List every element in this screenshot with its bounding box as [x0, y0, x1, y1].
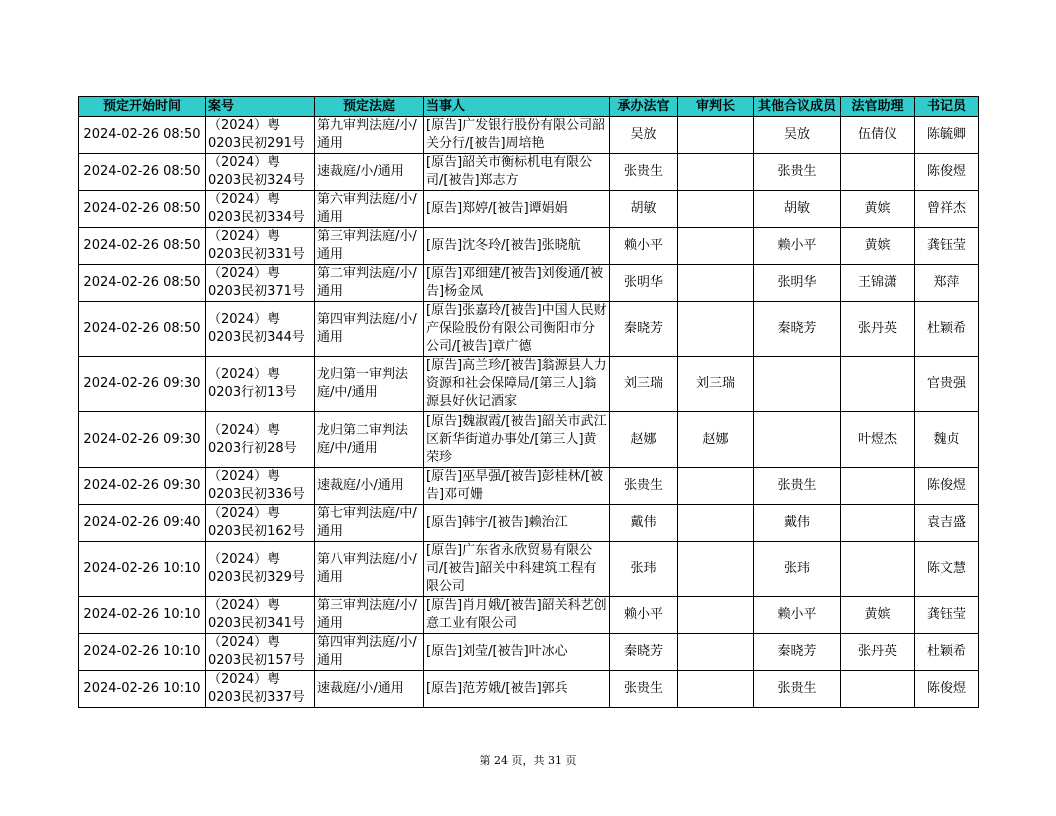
clerk-cell: 郑萍 — [915, 265, 979, 302]
panel-members-cell: 吴放 — [754, 117, 841, 154]
panel-members-cell: 张玮 — [754, 542, 841, 597]
table-row — [79, 468, 979, 505]
panel-members-cell: 秦晓芳 — [754, 302, 841, 357]
courtroom-cell: 速裁庭/小/通用 — [315, 154, 424, 191]
judge-assistant-cell: 黄嫔 — [841, 191, 915, 228]
judge-assistant-cell: 黄嫔 — [841, 228, 915, 265]
panel-members-cell: 赖小平 — [754, 597, 841, 634]
judge-assistant-cell — [841, 357, 915, 412]
clerk-cell: 陈俊煜 — [915, 468, 979, 505]
scheduled-time-cell: 2024-02-26 08:50 — [79, 265, 206, 302]
case-number-cell: （2024）粤0203民初162号 — [206, 505, 315, 542]
header-panel-members: 其他合议成员 — [754, 97, 841, 117]
judge-assistant-cell: 王锦潇 — [841, 265, 915, 302]
case-number-cell: （2024）粤0203民初331号 — [206, 228, 315, 265]
clerk-cell: 曾祥杰 — [915, 191, 979, 228]
courtroom-cell: 第四审判法庭/小/通用 — [315, 634, 424, 671]
scheduled-time-cell: 2024-02-26 09:40 — [79, 505, 206, 542]
panel-members-cell: 张明华 — [754, 265, 841, 302]
clerk-cell: 杜颖希 — [915, 634, 979, 671]
presiding-judge-cell: 张贵生 — [610, 154, 678, 191]
presiding-judge-cell: 吴放 — [610, 117, 678, 154]
courtroom-cell: 第六审判法庭/小/通用 — [315, 191, 424, 228]
courtroom-cell: 龙归第二审判法庭/中/通用 — [315, 412, 424, 468]
case-number-cell: （2024）粤0203民初336号 — [206, 468, 315, 505]
chief-judge-cell — [678, 265, 754, 302]
courtroom-cell: 第九审判法庭/小/通用 — [315, 117, 424, 154]
table-row — [79, 671, 979, 708]
presiding-judge-cell: 胡敏 — [610, 191, 678, 228]
presiding-judge-cell: 刘三瑞 — [610, 357, 678, 412]
courtroom-cell: 第三审判法庭/小/通用 — [315, 228, 424, 265]
judge-assistant-cell — [841, 468, 915, 505]
table-body — [79, 117, 979, 708]
table-row — [79, 228, 979, 265]
presiding-judge-cell: 秦晓芳 — [610, 302, 678, 357]
table-row — [79, 265, 979, 302]
courtroom-cell: 第二审判法庭/小/通用 — [315, 265, 424, 302]
judge-assistant-cell — [841, 671, 915, 708]
judge-assistant-cell: 张丹英 — [841, 302, 915, 357]
judge-assistant-cell — [841, 505, 915, 542]
scheduled-time-cell: 2024-02-26 08:50 — [79, 302, 206, 357]
chief-judge-cell — [678, 505, 754, 542]
clerk-cell: 官贵强 — [915, 357, 979, 412]
chief-judge-cell: 赵娜 — [678, 412, 754, 468]
parties-cell: [原告]张嘉玲/[被告]中国人民财产保险股份有限公司衡阳市分公司/[被告]章广德 — [424, 302, 610, 357]
chief-judge-cell — [678, 671, 754, 708]
panel-members-cell — [754, 412, 841, 468]
page-footer: 第 24 页，共 31 页 — [479, 754, 577, 767]
header-scheduled-time: 预定开始时间 — [79, 97, 206, 117]
scheduled-time-cell: 2024-02-26 08:50 — [79, 117, 206, 154]
chief-judge-cell — [678, 154, 754, 191]
header-judge-assistant: 法官助理 — [841, 97, 915, 117]
presiding-judge-cell: 张玮 — [610, 542, 678, 597]
header-chief-judge: 审判长 — [678, 97, 754, 117]
parties-cell: [原告]高兰珍/[被告]翁源县人力资源和社会保障局/[第三人]翁源县好伙记酒家 — [424, 357, 610, 412]
presiding-judge-cell: 张明华 — [610, 265, 678, 302]
courtroom-cell: 第七审判法庭/中/通用 — [315, 505, 424, 542]
parties-cell: [原告]广东省永欣贸易有限公司/[被告]韶关中科建筑工程有限公司 — [424, 542, 610, 597]
table-row — [79, 302, 979, 357]
header-courtroom: 预定法庭 — [315, 97, 424, 117]
header-parties: 当事人 — [424, 97, 610, 117]
presiding-judge-cell: 戴伟 — [610, 505, 678, 542]
header-clerk: 书记员 — [915, 97, 979, 117]
table-header-row — [79, 97, 979, 117]
judge-assistant-cell: 叶煜杰 — [841, 412, 915, 468]
parties-cell: [原告]范芳娥/[被告]郭兵 — [424, 671, 610, 708]
chief-judge-cell — [678, 191, 754, 228]
panel-members-cell: 胡敏 — [754, 191, 841, 228]
presiding-judge-cell: 张贵生 — [610, 671, 678, 708]
presiding-judge-cell: 赖小平 — [610, 597, 678, 634]
header-presiding-judge: 承办法官 — [610, 97, 678, 117]
scheduled-time-cell: 2024-02-26 08:50 — [79, 228, 206, 265]
courtroom-cell: 速裁庭/小/通用 — [315, 468, 424, 505]
chief-judge-cell: 刘三瑞 — [678, 357, 754, 412]
scheduled-time-cell: 2024-02-26 08:50 — [79, 191, 206, 228]
scheduled-time-cell: 2024-02-26 10:10 — [79, 597, 206, 634]
clerk-cell: 袁吉盛 — [915, 505, 979, 542]
chief-judge-cell — [678, 117, 754, 154]
judge-assistant-cell: 伍倩仪 — [841, 117, 915, 154]
clerk-cell: 龚钰莹 — [915, 597, 979, 634]
case-number-cell: （2024）粤0203民初157号 — [206, 634, 315, 671]
scheduled-time-cell: 2024-02-26 10:10 — [79, 671, 206, 708]
presiding-judge-cell: 张贵生 — [610, 468, 678, 505]
parties-cell: [原告]巫旱强/[被告]彭桂林/[被告]邓可姗 — [424, 468, 610, 505]
chief-judge-cell — [678, 468, 754, 505]
scheduled-time-cell: 2024-02-26 09:30 — [79, 357, 206, 412]
panel-members-cell: 张贵生 — [754, 154, 841, 191]
judge-assistant-cell — [841, 542, 915, 597]
panel-members-cell: 戴伟 — [754, 505, 841, 542]
parties-cell: [原告]韩宇/[被告]赖治江 — [424, 505, 610, 542]
table-row — [79, 505, 979, 542]
case-number-cell: （2024）粤0203民初344号 — [206, 302, 315, 357]
parties-cell: [原告]魏淑霞/[被告]韶关市武江区新华街道办事处/[第三人]黄荣珍 — [424, 412, 610, 468]
table-row — [79, 634, 979, 671]
judge-assistant-cell: 张丹英 — [841, 634, 915, 671]
table-row — [79, 412, 979, 468]
clerk-cell: 陈毓卿 — [915, 117, 979, 154]
case-number-cell: （2024）粤0203民初291号 — [206, 117, 315, 154]
case-number-cell: （2024）粤0203民初371号 — [206, 265, 315, 302]
clerk-cell: 陈俊煜 — [915, 671, 979, 708]
parties-cell: [原告]邓细建/[被告]刘俊通/[被告]杨金凤 — [424, 265, 610, 302]
clerk-cell: 龚钰莹 — [915, 228, 979, 265]
scheduled-time-cell: 2024-02-26 10:10 — [79, 542, 206, 597]
case-number-cell: （2024）粤0203民初334号 — [206, 191, 315, 228]
courtroom-cell: 速裁庭/小/通用 — [315, 671, 424, 708]
table-row — [79, 191, 979, 228]
scheduled-time-cell: 2024-02-26 09:30 — [79, 412, 206, 468]
scheduled-time-cell: 2024-02-26 09:30 — [79, 468, 206, 505]
judge-assistant-cell — [841, 154, 915, 191]
clerk-cell: 陈俊煜 — [915, 154, 979, 191]
header-case-number: 案号 — [206, 97, 315, 117]
chief-judge-cell — [678, 542, 754, 597]
parties-cell: [原告]肖月娥/[被告]韶关科艺创意工业有限公司 — [424, 597, 610, 634]
case-number-cell: （2024）粤0203民初329号 — [206, 542, 315, 597]
case-number-cell: （2024）粤0203行初28号 — [206, 412, 315, 468]
parties-cell: [原告]沈冬玲/[被告]张晓航 — [424, 228, 610, 265]
panel-members-cell: 张贵生 — [754, 468, 841, 505]
clerk-cell: 陈文慧 — [915, 542, 979, 597]
panel-members-cell: 秦晓芳 — [754, 634, 841, 671]
hearing-schedule-table — [78, 96, 979, 708]
presiding-judge-cell: 赵娜 — [610, 412, 678, 468]
judge-assistant-cell: 黄嫔 — [841, 597, 915, 634]
parties-cell: [原告]韶关市衡标机电有限公司/[被告]郑志方 — [424, 154, 610, 191]
panel-members-cell: 赖小平 — [754, 228, 841, 265]
table-row — [79, 357, 979, 412]
courtroom-cell: 龙归第一审判法庭/中/通用 — [315, 357, 424, 412]
parties-cell: [原告]广发银行股份有限公司韶关分行/[被告]周培艳 — [424, 117, 610, 154]
chief-judge-cell — [678, 634, 754, 671]
presiding-judge-cell: 赖小平 — [610, 228, 678, 265]
presiding-judge-cell: 秦晓芳 — [610, 634, 678, 671]
chief-judge-cell — [678, 302, 754, 357]
courtroom-cell: 第八审判法庭/小/通用 — [315, 542, 424, 597]
table-row — [79, 542, 979, 597]
panel-members-cell: 张贵生 — [754, 671, 841, 708]
case-number-cell: （2024）粤0203民初324号 — [206, 154, 315, 191]
scheduled-time-cell: 2024-02-26 08:50 — [79, 154, 206, 191]
case-number-cell: （2024）粤0203民初337号 — [206, 671, 315, 708]
courtroom-cell: 第三审判法庭/小/通用 — [315, 597, 424, 634]
table-row — [79, 597, 979, 634]
chief-judge-cell — [678, 228, 754, 265]
parties-cell: [原告]刘莹/[被告]叶冰心 — [424, 634, 610, 671]
case-number-cell: （2024）粤0203行初13号 — [206, 357, 315, 412]
parties-cell: [原告]郑婷/[被告]谭娟娟 — [424, 191, 610, 228]
case-number-cell: （2024）粤0203民初341号 — [206, 597, 315, 634]
scheduled-time-cell: 2024-02-26 10:10 — [79, 634, 206, 671]
table-row — [79, 154, 979, 191]
panel-members-cell — [754, 357, 841, 412]
courtroom-cell: 第四审判法庭/小/通用 — [315, 302, 424, 357]
table-row — [79, 117, 979, 154]
clerk-cell: 魏贞 — [915, 412, 979, 468]
clerk-cell: 杜颖希 — [915, 302, 979, 357]
chief-judge-cell — [678, 597, 754, 634]
